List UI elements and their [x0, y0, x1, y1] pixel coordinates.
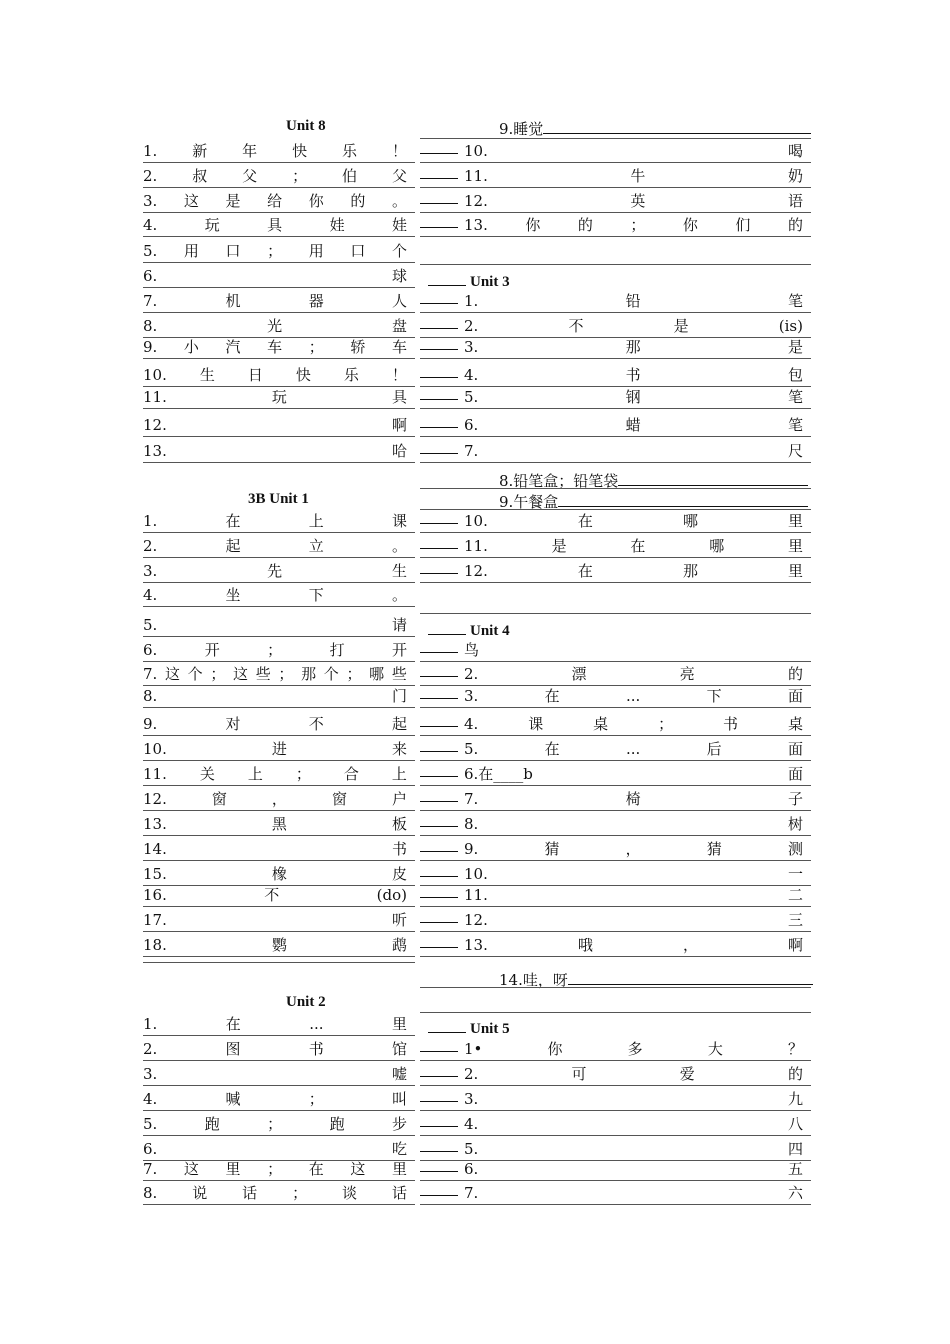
- vocab-text: 6. 开 ； 打 开: [143, 641, 407, 659]
- answer-blank[interactable]: [420, 662, 458, 677]
- answer-blank[interactable]: [420, 1087, 458, 1102]
- answer-blank[interactable]: [420, 883, 458, 898]
- answer-blank[interactable]: [420, 812, 458, 827]
- vocab-text: 6. 球: [143, 267, 407, 285]
- right-vocab-row: [420, 1182, 811, 1205]
- vocab-text: 13. 黑 板: [143, 815, 407, 833]
- left-vocab-row: [143, 685, 415, 708]
- right-vocab-row: [420, 315, 811, 338]
- vocab-text: 1• 你 多 大 ？: [464, 1040, 803, 1058]
- vocab-text: 13. 你 的 ； 你 们 的: [464, 216, 803, 234]
- vocab-text: 2. 不 是 (is): [464, 317, 803, 335]
- left-vocab-row: [143, 165, 415, 188]
- vocab-text: 7. 机 器 人: [143, 292, 407, 310]
- right-extra-sleep: 9.睡觉: [499, 118, 811, 139]
- vocab-text: 10. 生 日 快 乐 ！: [143, 366, 407, 384]
- vocab-text: 5. 请: [143, 616, 407, 634]
- vocab-text: 5. 跑 ； 跑 步: [143, 1115, 407, 1133]
- left-vocab-row: [143, 190, 415, 213]
- right-vocab-row: [420, 535, 811, 558]
- vocab-text: 13. 哈: [143, 442, 407, 460]
- vocab-text: 5. 在 ... 后 面: [464, 740, 803, 758]
- vocab-text: 5. 四: [464, 1140, 803, 1158]
- answer-blank[interactable]: [420, 559, 458, 574]
- vocab-text: 3. 先 生: [143, 562, 407, 580]
- vocab-text: 4. 喊 ； 叫: [143, 1090, 407, 1108]
- vocab-text: 4. 课 桌 ； 书 桌: [464, 715, 803, 733]
- vocab-text: 2. 漂 亮 的: [464, 665, 803, 683]
- left-vocab-row: [143, 214, 415, 237]
- answer-blank[interactable]: [420, 1157, 458, 1172]
- left-vocab-row: [143, 414, 415, 437]
- vocab-text: 10. 喝: [464, 142, 803, 160]
- vocab-text: 12. 在 那 里: [464, 562, 803, 580]
- vocab-text: 17. 听: [143, 911, 407, 929]
- vocab-text: 9. 小 汽 车 ； 轿 车: [143, 338, 407, 356]
- vocab-text: 14. 书: [143, 840, 407, 858]
- left-vocab-row: [143, 386, 415, 409]
- unit3-heading: Unit 3: [428, 271, 510, 291]
- right-vocab-row: [420, 336, 811, 359]
- answer-blank[interactable]: [420, 164, 458, 179]
- answer-blank[interactable]: [420, 837, 458, 852]
- answer-blank[interactable]: [420, 638, 458, 653]
- vocab-text: 11. 牛 奶: [464, 167, 803, 185]
- answer-blank[interactable]: [420, 413, 458, 428]
- vocab-text: 1. 铅 笔: [464, 292, 803, 310]
- left-vocab-row: [143, 884, 415, 907]
- answer-blank[interactable]: [420, 1062, 458, 1077]
- right-vocab-row: [420, 884, 811, 907]
- vocab-text: 5. 用 口 ； 用 口 个: [143, 242, 407, 260]
- vocab-text: 12. 窗 ， 窗 户: [143, 790, 407, 808]
- right-vocab-row: [420, 909, 811, 932]
- unit2-heading: Unit 2: [286, 994, 326, 1010]
- vocab-text: 6.在____b 面: [464, 765, 803, 783]
- vocab-text: 6. 吃: [143, 1140, 407, 1158]
- vocab-text: 3. 嘘: [143, 1065, 407, 1083]
- answer-blank[interactable]: [420, 534, 458, 549]
- vocab-text: 8. 门: [143, 687, 407, 705]
- vocab-text: 8. 光 盘: [143, 317, 407, 335]
- vocab-text: 12. 英 语: [464, 192, 803, 210]
- vocab-text: 6. 五: [464, 1160, 803, 1178]
- right-extra-lunchbox: 9.午餐盒: [499, 491, 808, 512]
- left-vocab-row: [143, 713, 415, 736]
- left-vocab-row: [143, 1088, 415, 1111]
- left-vocab-row: [143, 909, 415, 932]
- answer-blank[interactable]: [420, 213, 458, 228]
- answer-blank[interactable]: [420, 439, 458, 454]
- answer-blank[interactable]: [420, 787, 458, 802]
- left-vocab-row: [143, 336, 415, 359]
- answer-blank[interactable]: [420, 862, 458, 877]
- vocab-text: 5. 钢 笔: [464, 388, 803, 406]
- vocab-text: 4. 玩 具 娃 娃: [143, 216, 407, 234]
- vocab-text: 4. 书 包: [464, 366, 803, 384]
- vocab-text: 鸟: [464, 641, 480, 659]
- left-vocab-row: [143, 1038, 415, 1061]
- left-vocab-row: [143, 535, 415, 558]
- right-vocab-row: [420, 1063, 811, 1086]
- right-vocab-row: [420, 290, 811, 313]
- right-vocab-row: [420, 1113, 811, 1136]
- vocab-text: 7. 椅 子: [464, 790, 803, 808]
- left-vocab-row: [143, 315, 415, 338]
- answer-blank[interactable]: [420, 762, 458, 777]
- answer-blank[interactable]: [420, 908, 458, 923]
- vocab-text: 4. 八: [464, 1115, 803, 1133]
- answer-blank[interactable]: [420, 1112, 458, 1127]
- vocab-text: 10. 进 来: [143, 740, 407, 758]
- vocab-text: 7. 这 里 ； 在 这 里: [143, 1160, 407, 1178]
- vocab-text: 13. 哦 ， 啊: [464, 936, 803, 954]
- vocab-text: 18. 鹦 鹉: [143, 936, 407, 954]
- vocab-text: 8. 说 话 ； 谈 话: [143, 1184, 407, 1202]
- vocab-text: 2. 叔 父 ； 伯 父: [143, 167, 407, 185]
- vocab-text: 3. 这 是 给 你 的 。: [143, 192, 407, 210]
- answer-blank[interactable]: [420, 1037, 458, 1052]
- right-vocab-row: [420, 140, 811, 163]
- right-vocab-row: [420, 440, 811, 463]
- vocab-text: 9. 对 不 起: [143, 715, 407, 733]
- left-vocab-row: [143, 364, 415, 387]
- vocab-text: 11. 二: [464, 886, 803, 904]
- right-vocab-row: [420, 838, 811, 861]
- right-extra-wow: 14.哇，呀: [499, 969, 813, 990]
- vocab-text: 7. 这 个 ； 这 些 ； 那 个 ； 哪 些: [143, 665, 407, 683]
- answer-blank[interactable]: [420, 509, 458, 524]
- vocab-text: 16. 不 (do): [143, 886, 407, 904]
- answer-blank[interactable]: [420, 314, 458, 329]
- answer-blank[interactable]: [420, 189, 458, 204]
- right-vocab-row: [420, 685, 811, 708]
- right-vocab-row: [420, 560, 811, 583]
- right-vocab-row: [420, 813, 811, 836]
- unit8-heading: Unit 8: [286, 118, 326, 134]
- vocab-text: 1. 在 ... 里: [143, 1015, 407, 1033]
- answer-blank[interactable]: [420, 737, 458, 752]
- answer-blank[interactable]: [420, 289, 458, 304]
- left-vocab-row: [143, 813, 415, 836]
- right-vocab-row: [420, 763, 811, 786]
- right-vocab-row: [420, 863, 811, 886]
- left-vocab-row: [143, 614, 415, 637]
- left-vocab-row: [143, 863, 415, 886]
- right-vocab-row: [420, 663, 811, 686]
- answer-blank[interactable]: [420, 1137, 458, 1152]
- left-vocab-row: [143, 663, 415, 686]
- right-vocab-row: [420, 386, 811, 409]
- vocab-text: 8. 树: [464, 815, 803, 833]
- right-vocab-row: [420, 934, 811, 957]
- vocab-text: 11. 是 在 哪 里: [464, 537, 803, 555]
- vocab-text: 10. 在 哪 里: [464, 512, 803, 530]
- left-vocab-row: [143, 290, 415, 313]
- vocab-text: 1. 新 年 快 乐 ！: [143, 142, 407, 160]
- vocab-text: 4. 坐 下 。: [143, 586, 407, 604]
- left-vocab-row: [143, 1182, 415, 1205]
- left-vocab-row: [143, 510, 415, 533]
- right-extra-pencilcase: 8.铅笔盒；铅笔袋: [499, 470, 808, 491]
- vocab-text: 10. 一: [464, 865, 803, 883]
- vocab-text: 9. 猜 ， 猜 测: [464, 840, 803, 858]
- vocab-text: 2. 图 书 馆: [143, 1040, 407, 1058]
- answer-blank[interactable]: [420, 335, 458, 350]
- left-vocab-row: [143, 560, 415, 583]
- answer-blank[interactable]: [420, 139, 458, 154]
- vocab-text: 11. 玩 具: [143, 388, 407, 406]
- right-vocab-row: [420, 414, 811, 437]
- vocab-text: 1. 在 上 课: [143, 512, 407, 530]
- left-vocab-row: [143, 763, 415, 786]
- left-vocab-row: [143, 788, 415, 811]
- right-vocab-row: [420, 165, 811, 188]
- answer-blank[interactable]: [420, 363, 458, 378]
- vocab-text: 7. 六: [464, 1184, 803, 1202]
- vocab-text: 11. 关 上 ； 合 上: [143, 765, 407, 783]
- left-vocab-row: [143, 738, 415, 761]
- answer-blank[interactable]: [420, 1181, 458, 1196]
- answer-blank[interactable]: [420, 385, 458, 400]
- unit5-heading: Unit 5: [428, 1018, 510, 1038]
- right-vocab-row: [420, 1158, 811, 1181]
- left-vocab-row: [143, 934, 415, 957]
- left-vocab-row: [143, 265, 415, 288]
- vocab-text: 12. 三: [464, 911, 803, 929]
- left-vocab-row: [143, 1158, 415, 1181]
- left-vocab-row: [143, 240, 415, 263]
- vocab-text: 7. 尺: [464, 442, 803, 460]
- right-vocab-row: [420, 788, 811, 811]
- 3b-unit1-heading: 3B Unit 1: [248, 491, 309, 507]
- left-vocab-row: [143, 639, 415, 662]
- right-vocab-row: [420, 364, 811, 387]
- right-vocab-row: [420, 1038, 811, 1061]
- left-vocab-row: [143, 584, 415, 607]
- right-vocab-row: [420, 190, 811, 213]
- left-vocab-row: [143, 1063, 415, 1086]
- vocab-text: 3. 那 是: [464, 338, 803, 356]
- right-vocab-row: [420, 510, 811, 533]
- answer-blank[interactable]: [420, 712, 458, 727]
- vocab-text: 3. 在 ... 下 面: [464, 687, 803, 705]
- right-vocab-row: [420, 639, 811, 662]
- right-vocab-row: [420, 1088, 811, 1111]
- right-vocab-row: [420, 214, 811, 237]
- unit4-heading: Unit 4: [428, 620, 510, 640]
- right-vocab-row: [420, 738, 811, 761]
- right-vocab-row: [420, 713, 811, 736]
- vocab-text: 6. 蜡 笔: [464, 416, 803, 434]
- vocab-text: 12. 啊: [143, 416, 407, 434]
- vocab-text: 2. 起 立 。: [143, 537, 407, 555]
- answer-blank[interactable]: [420, 684, 458, 699]
- left-vocab-row: [143, 1013, 415, 1036]
- left-vocab-row: [143, 440, 415, 463]
- vocab-text: 2. 可 爱 的: [464, 1065, 803, 1083]
- vocab-text: 15. 橡 皮: [143, 865, 407, 883]
- left-vocab-row: [143, 140, 415, 163]
- vocab-text: 3. 九: [464, 1090, 803, 1108]
- left-vocab-row: [143, 838, 415, 861]
- left-vocab-row: [143, 1113, 415, 1136]
- answer-blank[interactable]: [420, 933, 458, 948]
